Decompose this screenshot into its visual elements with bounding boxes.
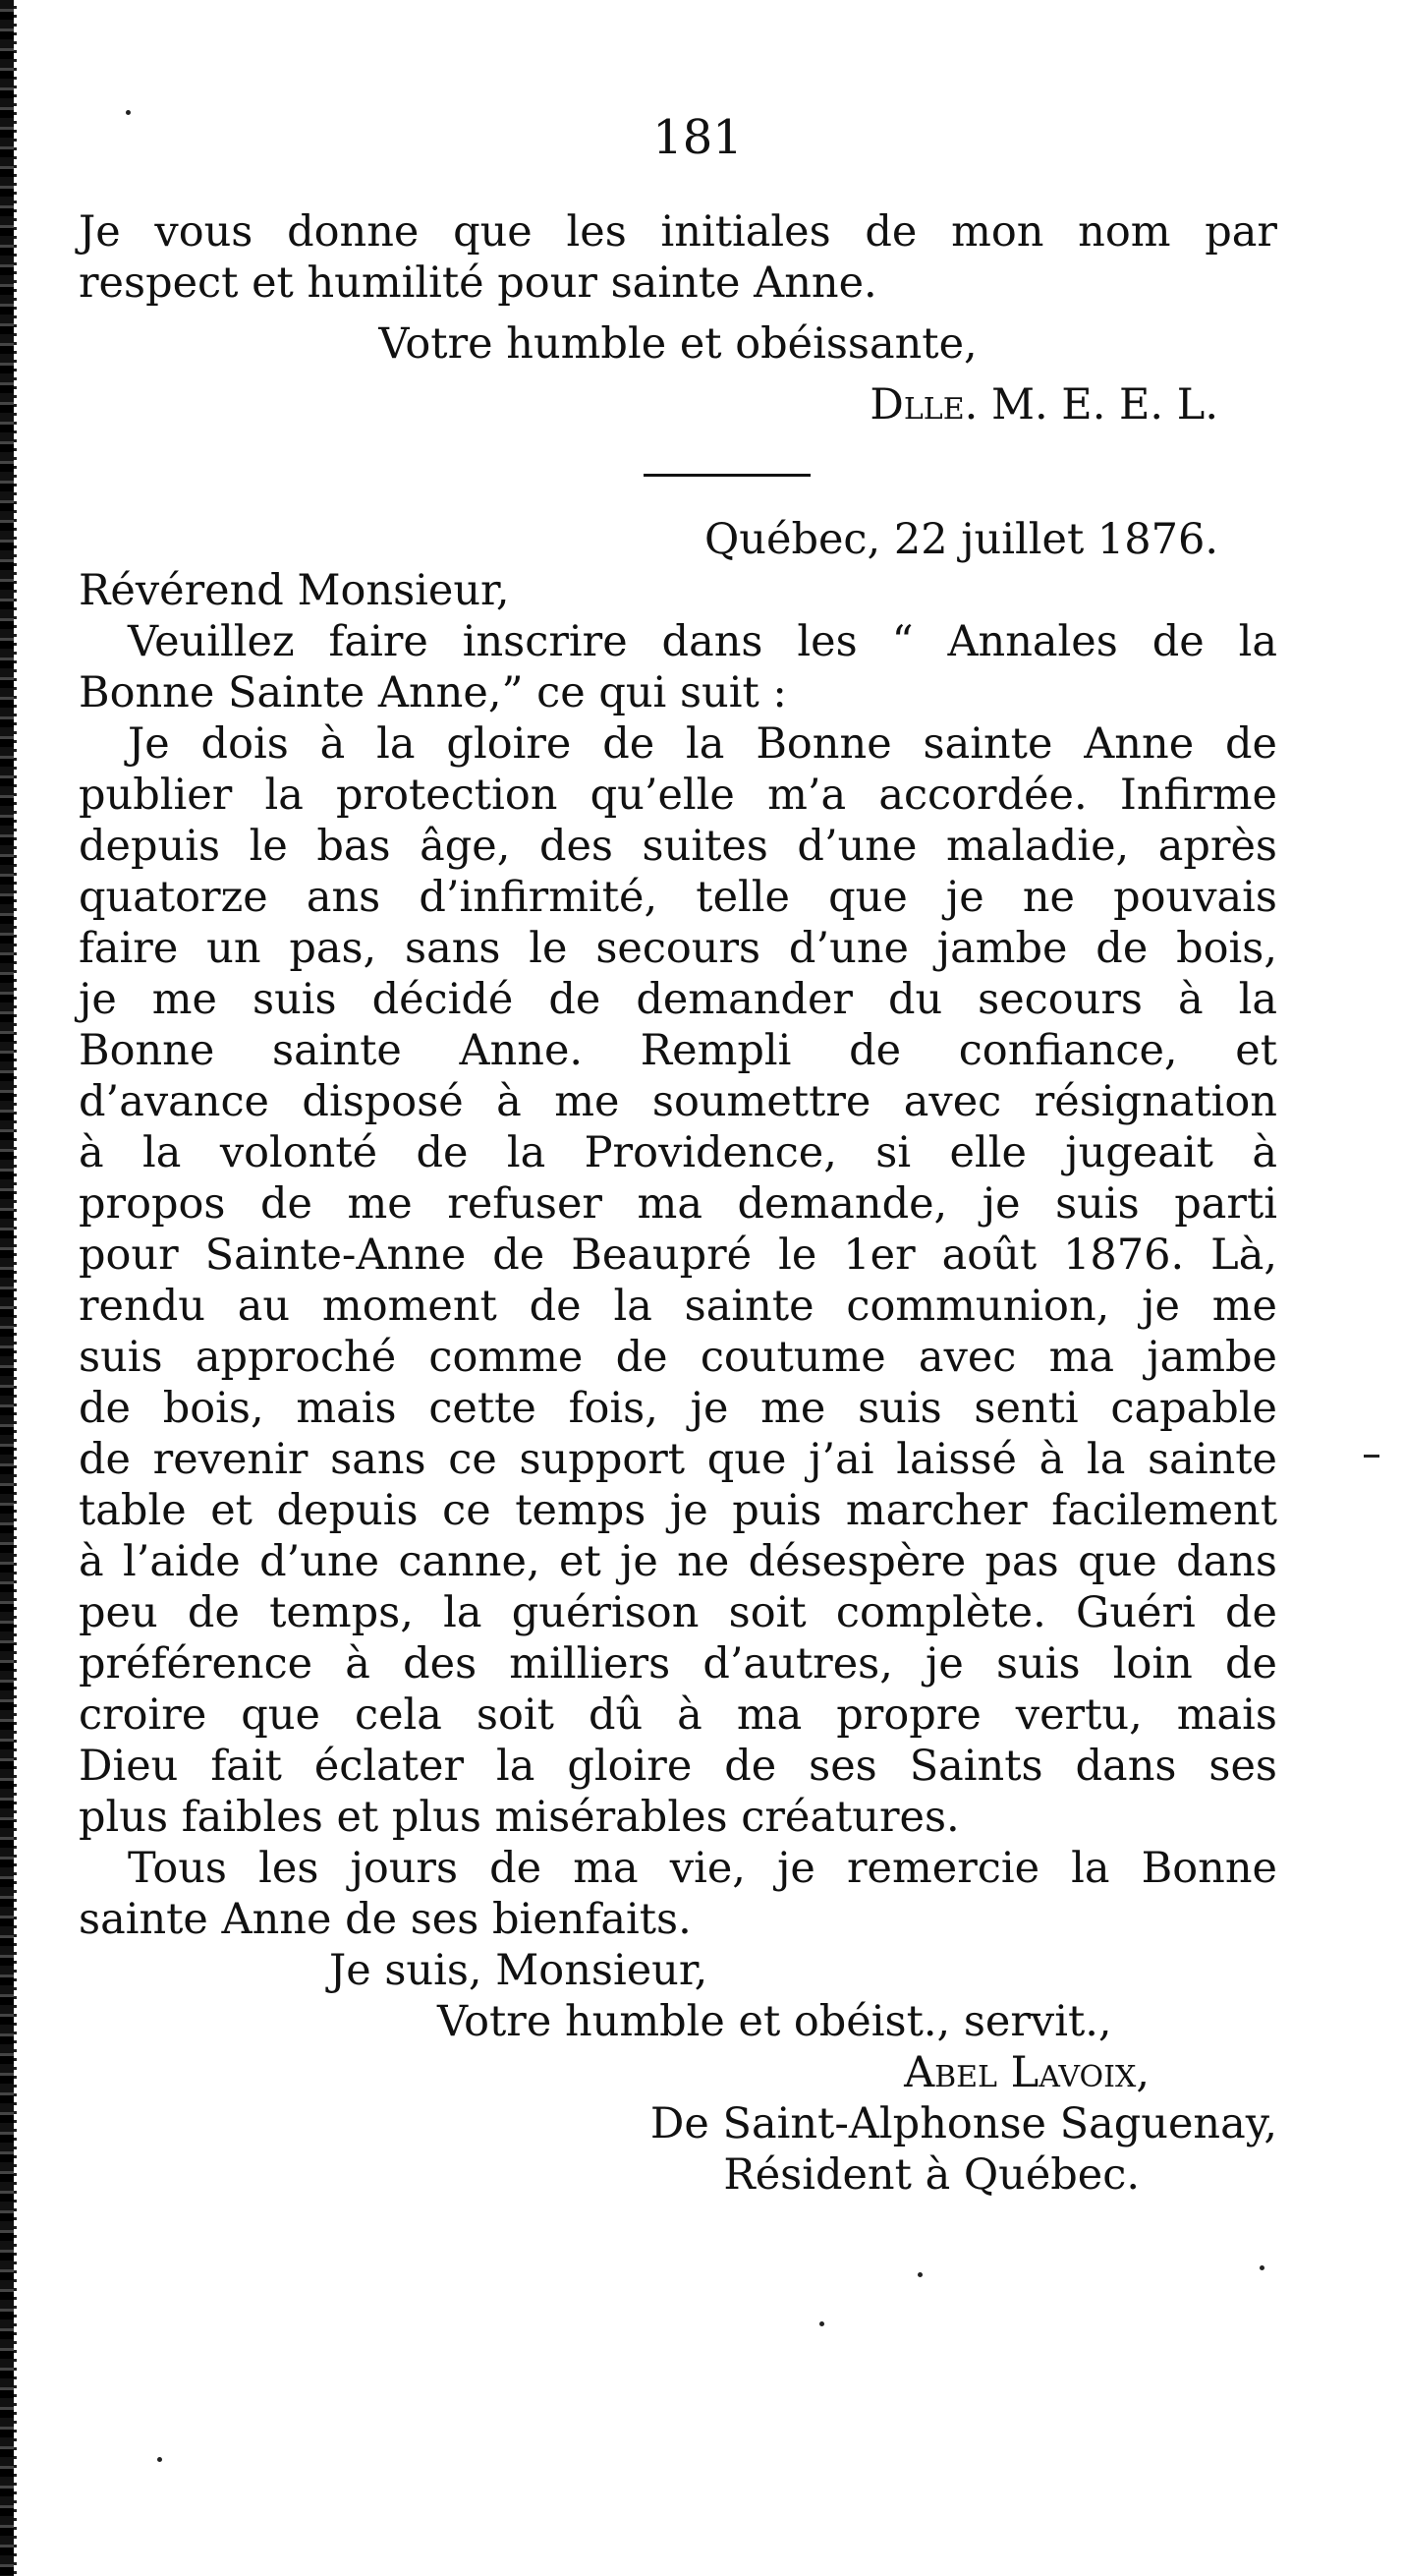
text-line: propos de me refuser ma demande, je suis parti — [79, 1179, 1277, 1229]
text-line: publier la protection qu’elle m’a accordée. Infirme — [79, 771, 1277, 820]
letter-closing: Votre humble et obéissante, — [378, 319, 978, 369]
letter-signature: Abel Lavoix, — [904, 2048, 1150, 2097]
text-line: quatorze ans d’infirmité, telle que je ne pouvais — [79, 873, 1277, 922]
text-line: depuis le bas âge, des suites d’une maladie, après — [79, 822, 1277, 871]
print-mark — [1364, 1455, 1379, 1458]
letter-closing: Je suis, Monsieur, — [329, 1946, 708, 1995]
print-speck — [157, 2457, 162, 2462]
text-line: de revenir sans ce support que j’ai laissé à la sainte — [79, 1435, 1277, 1484]
text-line: Je dois à la gloire de la Bonne sainte Anne de — [128, 719, 1277, 769]
text-line: d’avance disposé à me soumettre avec résignation — [79, 1077, 1277, 1126]
print-speck — [819, 2321, 824, 2326]
text-line: Bonne sainte Anne. Rempli de confiance, et — [79, 1026, 1277, 1075]
text-line: de bois, mais cette fois, je me suis senti capable — [79, 1384, 1277, 1433]
text-line: peu de temps, la guérison soit complète. Guéri de — [79, 1588, 1277, 1637]
text-line: à l’aide d’une canne, et je ne désespère pas que dans — [79, 1537, 1277, 1586]
text-line: croire que cela soit dû à ma propre vertu, mais — [79, 1690, 1277, 1740]
text-line: préférence à des milliers d’autres, je suis loin de — [79, 1639, 1277, 1689]
text-line: Tous les jours de ma vie, je remercie la Bonne — [128, 1844, 1277, 1893]
second-letter — [79, 514, 1277, 2201]
text-line: Je vous donne que les initiales de mon nom par — [79, 207, 1277, 257]
page-number: 181 — [652, 110, 743, 165]
text-line: faire un pas, sans le secours d’une jambe de bois, — [79, 924, 1277, 973]
signer-residence: Résident à Québec. — [723, 2150, 1140, 2200]
text-line: rendu au moment de la sainte communion, je me — [79, 1282, 1277, 1331]
print-speck — [1260, 2265, 1264, 2270]
letter-closing: Votre humble et obéist., servit., — [437, 1997, 1112, 2046]
text-line: pour Sainte-Anne de Beaupré le 1er août 1876. Là, — [79, 1231, 1277, 1280]
document-page — [79, 108, 1277, 2201]
text-line: respect et humilité pour sainte Anne. — [79, 258, 877, 308]
text-line: suis approché comme de coutume avec ma jambe — [79, 1333, 1277, 1382]
section-divider — [644, 474, 811, 477]
text-line: sainte Anne de ses bienfaits. — [79, 1895, 692, 1944]
paragraph-3 — [79, 1843, 1277, 1945]
text-line: table et depuis ce temps je puis marcher facilement — [79, 1486, 1277, 1535]
signer-origin: De Saint-Alphonse Saguenay, — [649, 2099, 1277, 2148]
binding-edge — [0, 0, 14, 2576]
text-line: Veuillez faire inscrire dans les “ Annales de la — [128, 617, 1277, 666]
text-line: à la volonté de la Providence, si elle jugeait à — [79, 1128, 1277, 1177]
letter-signature: Dlle. M. E. E. L. — [870, 380, 1218, 429]
paragraph-1 — [79, 616, 1277, 718]
text-line: Dieu fait éclater la gloire de ses Saints dans ses — [79, 1742, 1277, 1791]
print-speck — [918, 2272, 923, 2277]
dateline: Québec, 22 juillet 1876. — [704, 515, 1218, 564]
text-line: plus faibles et plus misérables créatures. — [79, 1793, 960, 1842]
text-line: Bonne Sainte Anne,” ce qui suit : — [79, 668, 787, 717]
text-line: je me suis décidé de demander du secours à la — [79, 975, 1277, 1024]
salutation: Révérend Monsieur, — [79, 566, 510, 615]
opening-letter — [79, 206, 1277, 430]
binding-edge-inner — [14, 0, 17, 2576]
paragraph-2 — [79, 718, 1277, 1843]
